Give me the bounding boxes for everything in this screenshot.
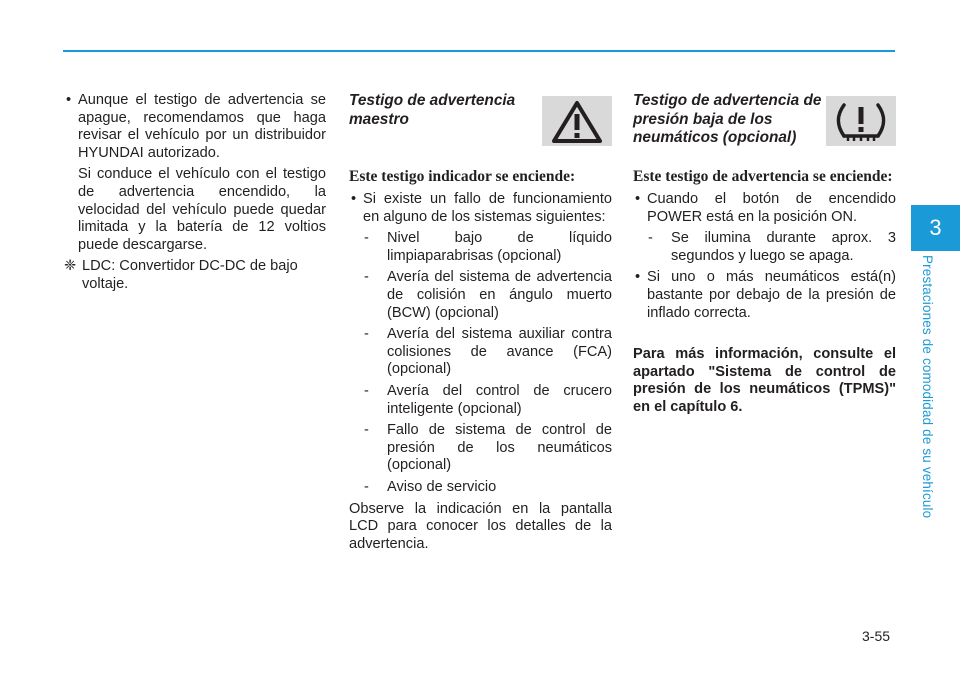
list-item: - Avería del control de crucero inteligente (opcional) <box>363 383 612 418</box>
bullet-item: • Aunque el testigo de advertencia se apague, recomendamos que haga revisar el vehículo por un distribuidor HYUNDAI autorizado. <box>64 92 326 162</box>
page-number: 3-55 <box>862 628 891 644</box>
section-header <box>349 92 612 148</box>
paragraph: Observe la indicación en la pantalla LCD para conocer los detalles de la advertencia. <box>349 500 612 552</box>
section-title: Testigo de advertencia de presión baja de los neumáticos (opcional) <box>633 92 822 146</box>
list-item: - Fallo de sistema de control de presión de los neumáticos (opcional) <box>363 422 612 475</box>
list-item: - Nivel bajo de líquido limpiaparabrisas (opcional) <box>363 230 612 265</box>
list-item: - Se ilumina durante aprox. 3 segundos y luego se apaga. <box>647 230 896 265</box>
chapter-side-title: Prestaciones de comodidad de su vehículo <box>920 255 935 519</box>
bullet-item: • Si existe un fallo de funcionamiento en alguno de los sistemas siguientes: <box>349 191 612 226</box>
footnote-text: LDC: Convertidor DC-DC de bajo voltaje. <box>82 258 298 292</box>
tire-pressure-warning-icon <box>826 96 896 146</box>
bullet-item: • Cuando el botón de encendido POWER está en la posición ON. <box>633 191 896 226</box>
section-header <box>633 92 896 148</box>
section-title: Testigo de advertencia maestro <box>349 92 516 128</box>
list-item: - Avería del sistema auxiliar contra colisiones de avance (FCA) (opcional) <box>363 326 612 379</box>
subheading: Este testigo indicador se enciende: <box>349 168 576 185</box>
footnote <box>64 258 326 293</box>
chapter-number: 3 <box>929 215 942 240</box>
paragraph: Si conduce el vehículo con el testigo de advertencia encendido, la velocidad del vehículo puede quedar limitada y la batería de 12 voltios puede descargarse. <box>78 166 326 253</box>
column-3 <box>633 92 896 417</box>
note-mark-icon: ❈ <box>64 258 77 275</box>
column-1 <box>64 92 326 294</box>
subheading: Este testigo de advertencia se enciende: <box>633 168 893 185</box>
column-2 <box>349 92 612 553</box>
header-rule <box>63 50 895 52</box>
bullet-item: • Si uno o más neumáticos está(n) bastante por debajo de la presión de inflado correcta. <box>633 269 896 322</box>
bold-paragraph: Para más información, consulte el apartado "Sistema de control de presión de los neumáticos (TPMS)" en el capítulo 6. <box>633 346 896 415</box>
chapter-tab <box>911 205 960 251</box>
list-item: - Aviso de servicio <box>363 479 612 497</box>
master-warning-triangle-icon <box>542 96 612 146</box>
list-item: - Avería del sistema de advertencia de colisión en ángulo muerto (BCW) (opcional) <box>363 269 612 322</box>
